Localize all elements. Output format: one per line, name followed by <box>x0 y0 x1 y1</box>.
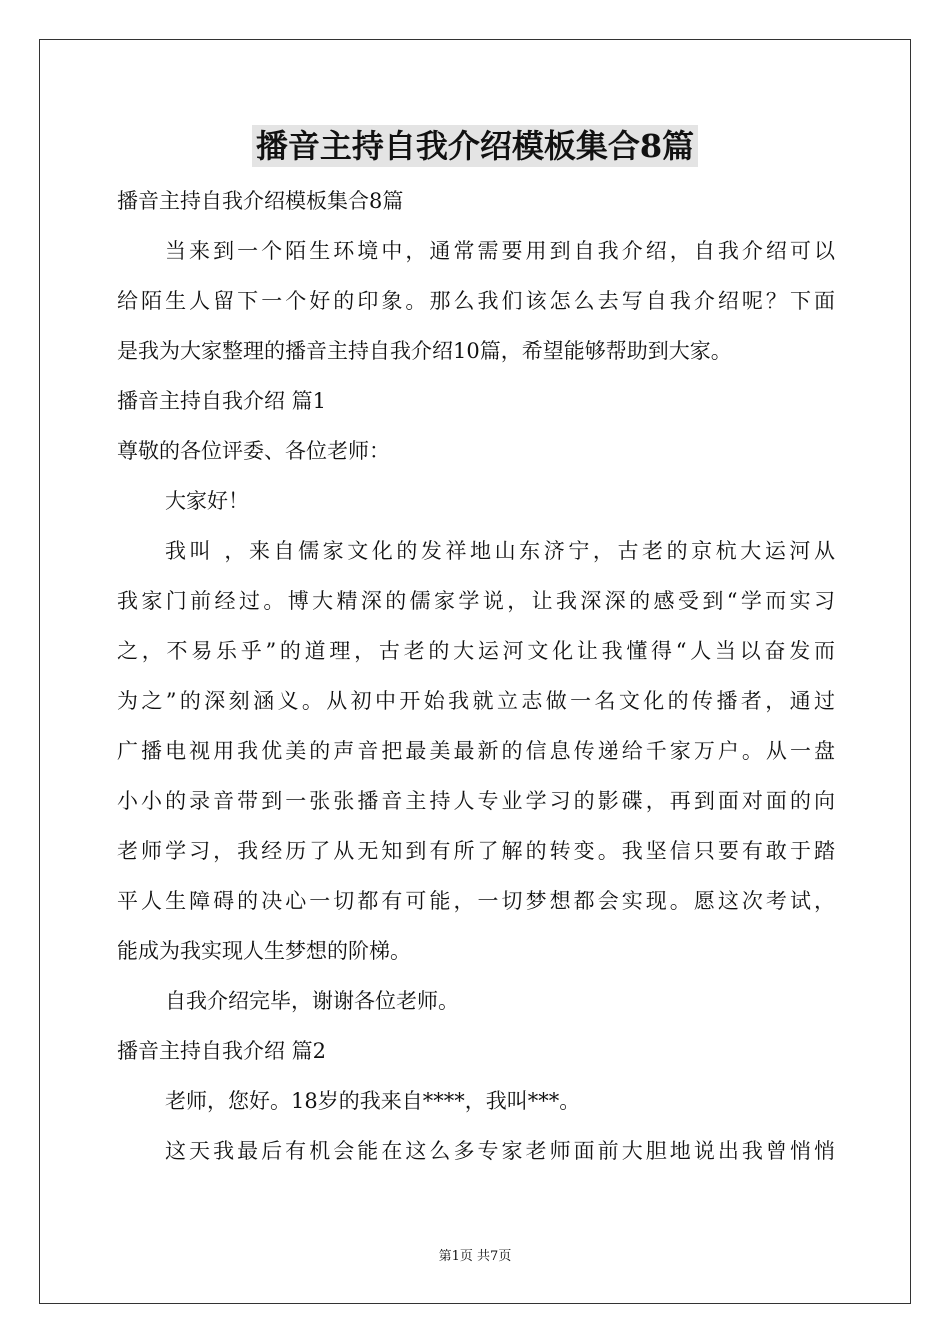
paragraph-line: 是我为大家整理的播音主持自我介绍10篇，希望能够帮助到大家。 <box>117 339 732 363</box>
section-heading: 播音主持自我介绍 篇1 <box>117 389 327 413</box>
paragraph-line: 之，不易乐乎”的道理，古老的大运河文化让我懂得“人当以奋发而 <box>117 639 835 663</box>
document-title <box>0 122 950 170</box>
paragraph-line: 平人生障碍的决心一切都有可能，一切梦想都会实现。愿这次考试， <box>117 889 835 913</box>
paragraph-line: 给陌生人留下一个好的印象。那么我们该怎么去写自我介绍呢？下面 <box>117 289 835 313</box>
paragraph-line: 老师学习，我经历了从无知到有所了解的转变。我坚信只要有敢于踏 <box>117 839 835 863</box>
paragraph-line: 广播电视用我优美的声音把最美最新的信息传递给千家万户。从一盘 <box>117 739 835 763</box>
paragraph-line: 我叫 ，来自儒家文化的发祥地山东济宁，古老的京杭大运河从 <box>165 539 835 563</box>
subtitle-line: 播音主持自我介绍模板集合8篇 <box>117 189 404 213</box>
paragraph-line: 为之”的深刻涵义。从初中开始我就立志做一名文化的传播者，通过 <box>117 689 835 713</box>
paragraph-line: 这天我最后有机会能在这么多专家老师面前大胆地说出我曾悄悄 <box>165 1139 835 1163</box>
salutation-line: 尊敬的各位评委、各位老师： <box>117 439 390 463</box>
paragraph-line: 能成为我实现人生梦想的阶梯。 <box>117 939 411 963</box>
paragraph-line: 我家门前经过。博大精深的儒家学说，让我深深的感受到“学而实习 <box>117 589 835 613</box>
document-title-text: 播音主持自我介绍模板集合8篇 <box>252 125 698 167</box>
greeting-line: 大家好！ <box>165 489 249 513</box>
paragraph-line: 当来到一个陌生环境中，通常需要用到自我介绍，自我介绍可以 <box>165 239 835 263</box>
paragraph-line: 自我介绍完毕，谢谢各位老师。 <box>165 989 459 1013</box>
paragraph-line: 老师，您好。18岁的我来自****，我叫***。 <box>165 1089 581 1113</box>
paragraph-line: 小小的录音带到一张张播音主持人专业学习的影碟，再到面对面的向 <box>117 789 835 813</box>
document-body <box>117 176 835 1176</box>
page-number-footer: 第1页 共7页 <box>438 1249 512 1264</box>
section-heading: 播音主持自我介绍 篇2 <box>117 1039 327 1063</box>
